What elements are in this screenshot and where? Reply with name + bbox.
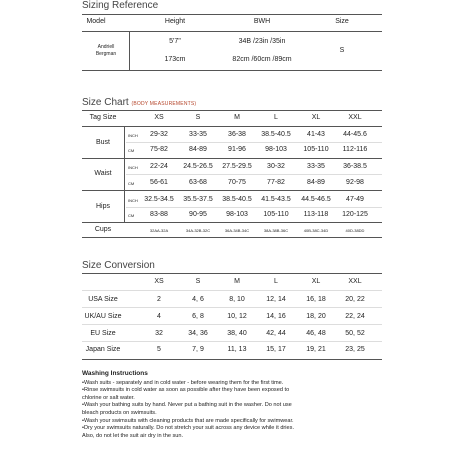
washing-line: •Wash your swimsuits with cleaning products that are made specifically for swimwear. [82,417,294,424]
tag-size-label: Tag Size [89,114,117,121]
conv-size-l: L [274,278,278,285]
conv-size-xxl: XXL [348,278,362,285]
rule [126,207,382,208]
rule [82,307,382,308]
rule [82,290,382,291]
size-conversion-title: Size Conversion [82,260,155,271]
model-name-line-1: Andriell [97,44,115,50]
unit-cm: CM [128,181,135,186]
conv-size-s: S [195,278,201,285]
model-name-line-2: Bergman [95,51,117,57]
japan-size-label: Japan Size [85,346,121,353]
unit-cm: CM [128,148,135,153]
washing-line: Also, do not let the suit air dry in the sun. [82,432,184,439]
hips-inch-xl: 44.5-46.5 [301,196,331,203]
bust-cm-l: 98-103 [265,146,287,153]
cups-s: 34A-32B-32C [185,228,211,233]
eu-xs: 32 [155,330,163,337]
japan-l: 15, 17 [266,346,286,353]
rule [82,190,382,191]
hips-inch-xs: 32.5-34.5 [144,196,174,203]
unit-cm: CM [128,213,135,218]
waist-cm-xxl: 92-98 [346,179,364,186]
japan-xl: 19, 21 [306,346,326,353]
ukau-xxl: 22, 24 [345,313,365,320]
waist-cm-l: 77-82 [267,179,285,186]
usa-m: 8, 10 [229,296,245,303]
usa-s: 4, 6 [192,296,204,303]
bust-cm-xs: 75-82 [150,146,168,153]
unit-inch: INCH [128,165,138,170]
bust-inch-xl: 41-43 [307,131,325,138]
washing-line: bleach products on swimsuits. [82,409,157,416]
size-chart-title [82,97,196,108]
japan-m: 11, 13 [227,346,247,353]
japan-xs: 5 [157,346,161,353]
header-height: Height [164,18,186,25]
bust-label: Bust [95,139,111,146]
cups-l: 38A-38B-36C [263,228,289,233]
waist-inch-xl: 33-35 [307,163,325,170]
divider [129,32,130,70]
unit-inch: INCH [128,133,138,138]
washing-line: •Dry your swimsuits naturally. Do not stretch your suit across any device while it dries. [82,425,295,432]
rule [82,158,382,159]
size-chart-title-text: Size Chart [82,97,129,108]
cups-m: 36A-34B-34C [224,228,250,233]
hips-inch-m: 38.5-40.5 [222,196,252,203]
japan-xxl: 23, 25 [345,346,365,353]
model-size: S [339,47,345,54]
rule [82,237,382,238]
ukau-size-label: UK/AU Size [84,313,122,320]
unit-inch: INCH [128,198,138,203]
height-cm: 173cm [164,56,186,63]
usa-xl: 16, 18 [306,296,326,303]
waist-label: Waist [94,170,112,177]
chart-size-m: M [234,114,240,121]
bust-cm-s: 84-89 [189,146,207,153]
eu-s: 34, 36 [188,330,208,337]
conv-size-xl: XL [311,278,321,285]
washing-line: •Wash suits - separately and in cold water - before wearing them for the first time. [82,379,284,386]
hips-cm-l: 105-110 [263,211,289,218]
usa-xxl: 20, 22 [345,296,365,303]
eu-xl: 46, 48 [306,330,326,337]
ukau-xl: 18, 20 [306,313,326,320]
eu-size-label: EU Size [90,330,116,337]
washing-line: •Wash your bathing suits by hand. Never put a bathing suit in the washer. Do not use [82,402,292,409]
bust-cm-xl: 105-110 [303,146,329,153]
header-bwh: BWH [253,18,271,25]
waist-cm-m: 70-75 [228,179,246,186]
waist-inch-m: 27.5-29.5 [222,163,252,170]
rule [82,222,382,223]
washing-line: •Rinse swimsuits in cold water as soon as possible after they have been exposed to [82,387,290,394]
rule [82,126,382,127]
bust-inch-m: 36-38 [228,131,246,138]
waist-inch-xs: 22-24 [150,163,168,170]
washing-instructions [82,370,382,440]
rule [82,341,382,342]
bust-inch-l: 38.5-40.5 [261,131,291,138]
chart-size-xxl: XXL [348,114,362,121]
hips-cm-m: 98-103 [226,211,248,218]
conv-size-m: M [234,278,240,285]
waist-cm-xl: 84-89 [307,179,325,186]
rule [126,142,382,143]
usa-size-label: USA Size [88,296,118,303]
bust-inch-s: 33-35 [189,131,207,138]
washing-line: chlorine or salt water. [82,394,135,401]
rule [82,14,382,15]
eu-m: 38, 40 [227,330,247,337]
waist-cm-s: 63-68 [189,179,207,186]
hips-cm-xxl: 120-125 [342,211,368,218]
waist-cm-xs: 56-61 [150,179,168,186]
hips-cm-xl: 113-118 [303,211,329,218]
eu-l: 42, 44 [266,330,286,337]
hips-inch-l: 41.5-43.5 [261,196,291,203]
sizing-reference-title: Sizing Reference [82,0,159,11]
eu-xxl: 50, 52 [345,330,365,337]
divider [124,126,125,222]
hips-label: Hips [95,203,111,210]
bust-inch-xs: 29-32 [150,131,168,138]
washing-title: Washing Instructions [82,370,148,377]
japan-s: 7, 9 [192,346,204,353]
rule [82,273,382,274]
ukau-xs: 4 [157,313,161,320]
hips-inch-s: 35.5-37.5 [183,196,213,203]
cups-xs: 32AA-32A [149,228,169,233]
cups-xxl: 40D-38DD [345,228,365,233]
waist-inch-l: 30-32 [267,163,285,170]
conv-size-xs: XS [154,278,164,285]
bust-inch-xxl: 44-45.6 [343,131,367,138]
hips-inch-xxl: 47-49 [346,196,364,203]
rule [82,70,382,71]
header-model: Model [86,18,106,25]
rule [82,31,382,32]
rule [82,324,382,325]
usa-l: 12, 14 [266,296,286,303]
rule [82,359,382,360]
bust-cm-m: 91-96 [228,146,246,153]
rule [82,110,382,111]
rule [126,174,382,175]
waist-inch-xxl: 36-38.5 [343,163,367,170]
hips-cm-s: 90-95 [189,211,207,218]
bwh-in: 34B /23in /35in [238,38,286,45]
chart-size-xs: XS [154,114,164,121]
ukau-l: 14, 16 [266,313,286,320]
usa-xs: 2 [157,296,161,303]
hips-cm-xs: 83-88 [150,211,168,218]
cups-label: Cups [94,226,112,233]
ukau-m: 10, 12 [227,313,247,320]
bwh-cm: 82cm /60cm /89cm [232,56,292,63]
header-size: Size [335,18,349,25]
waist-inch-s: 24.5-26.5 [183,163,213,170]
size-chart-subtitle: (BODY MEASUREMENTS) [131,101,197,107]
chart-size-l: L [274,114,278,121]
bust-cm-xxl: 112-116 [342,146,368,153]
chart-size-xl: XL [311,114,321,121]
chart-size-s: S [195,114,201,121]
ukau-s: 6, 8 [192,313,204,320]
cups-xl: 40B-38C-34D [303,228,329,233]
height-ft: 5'7'' [169,38,181,45]
